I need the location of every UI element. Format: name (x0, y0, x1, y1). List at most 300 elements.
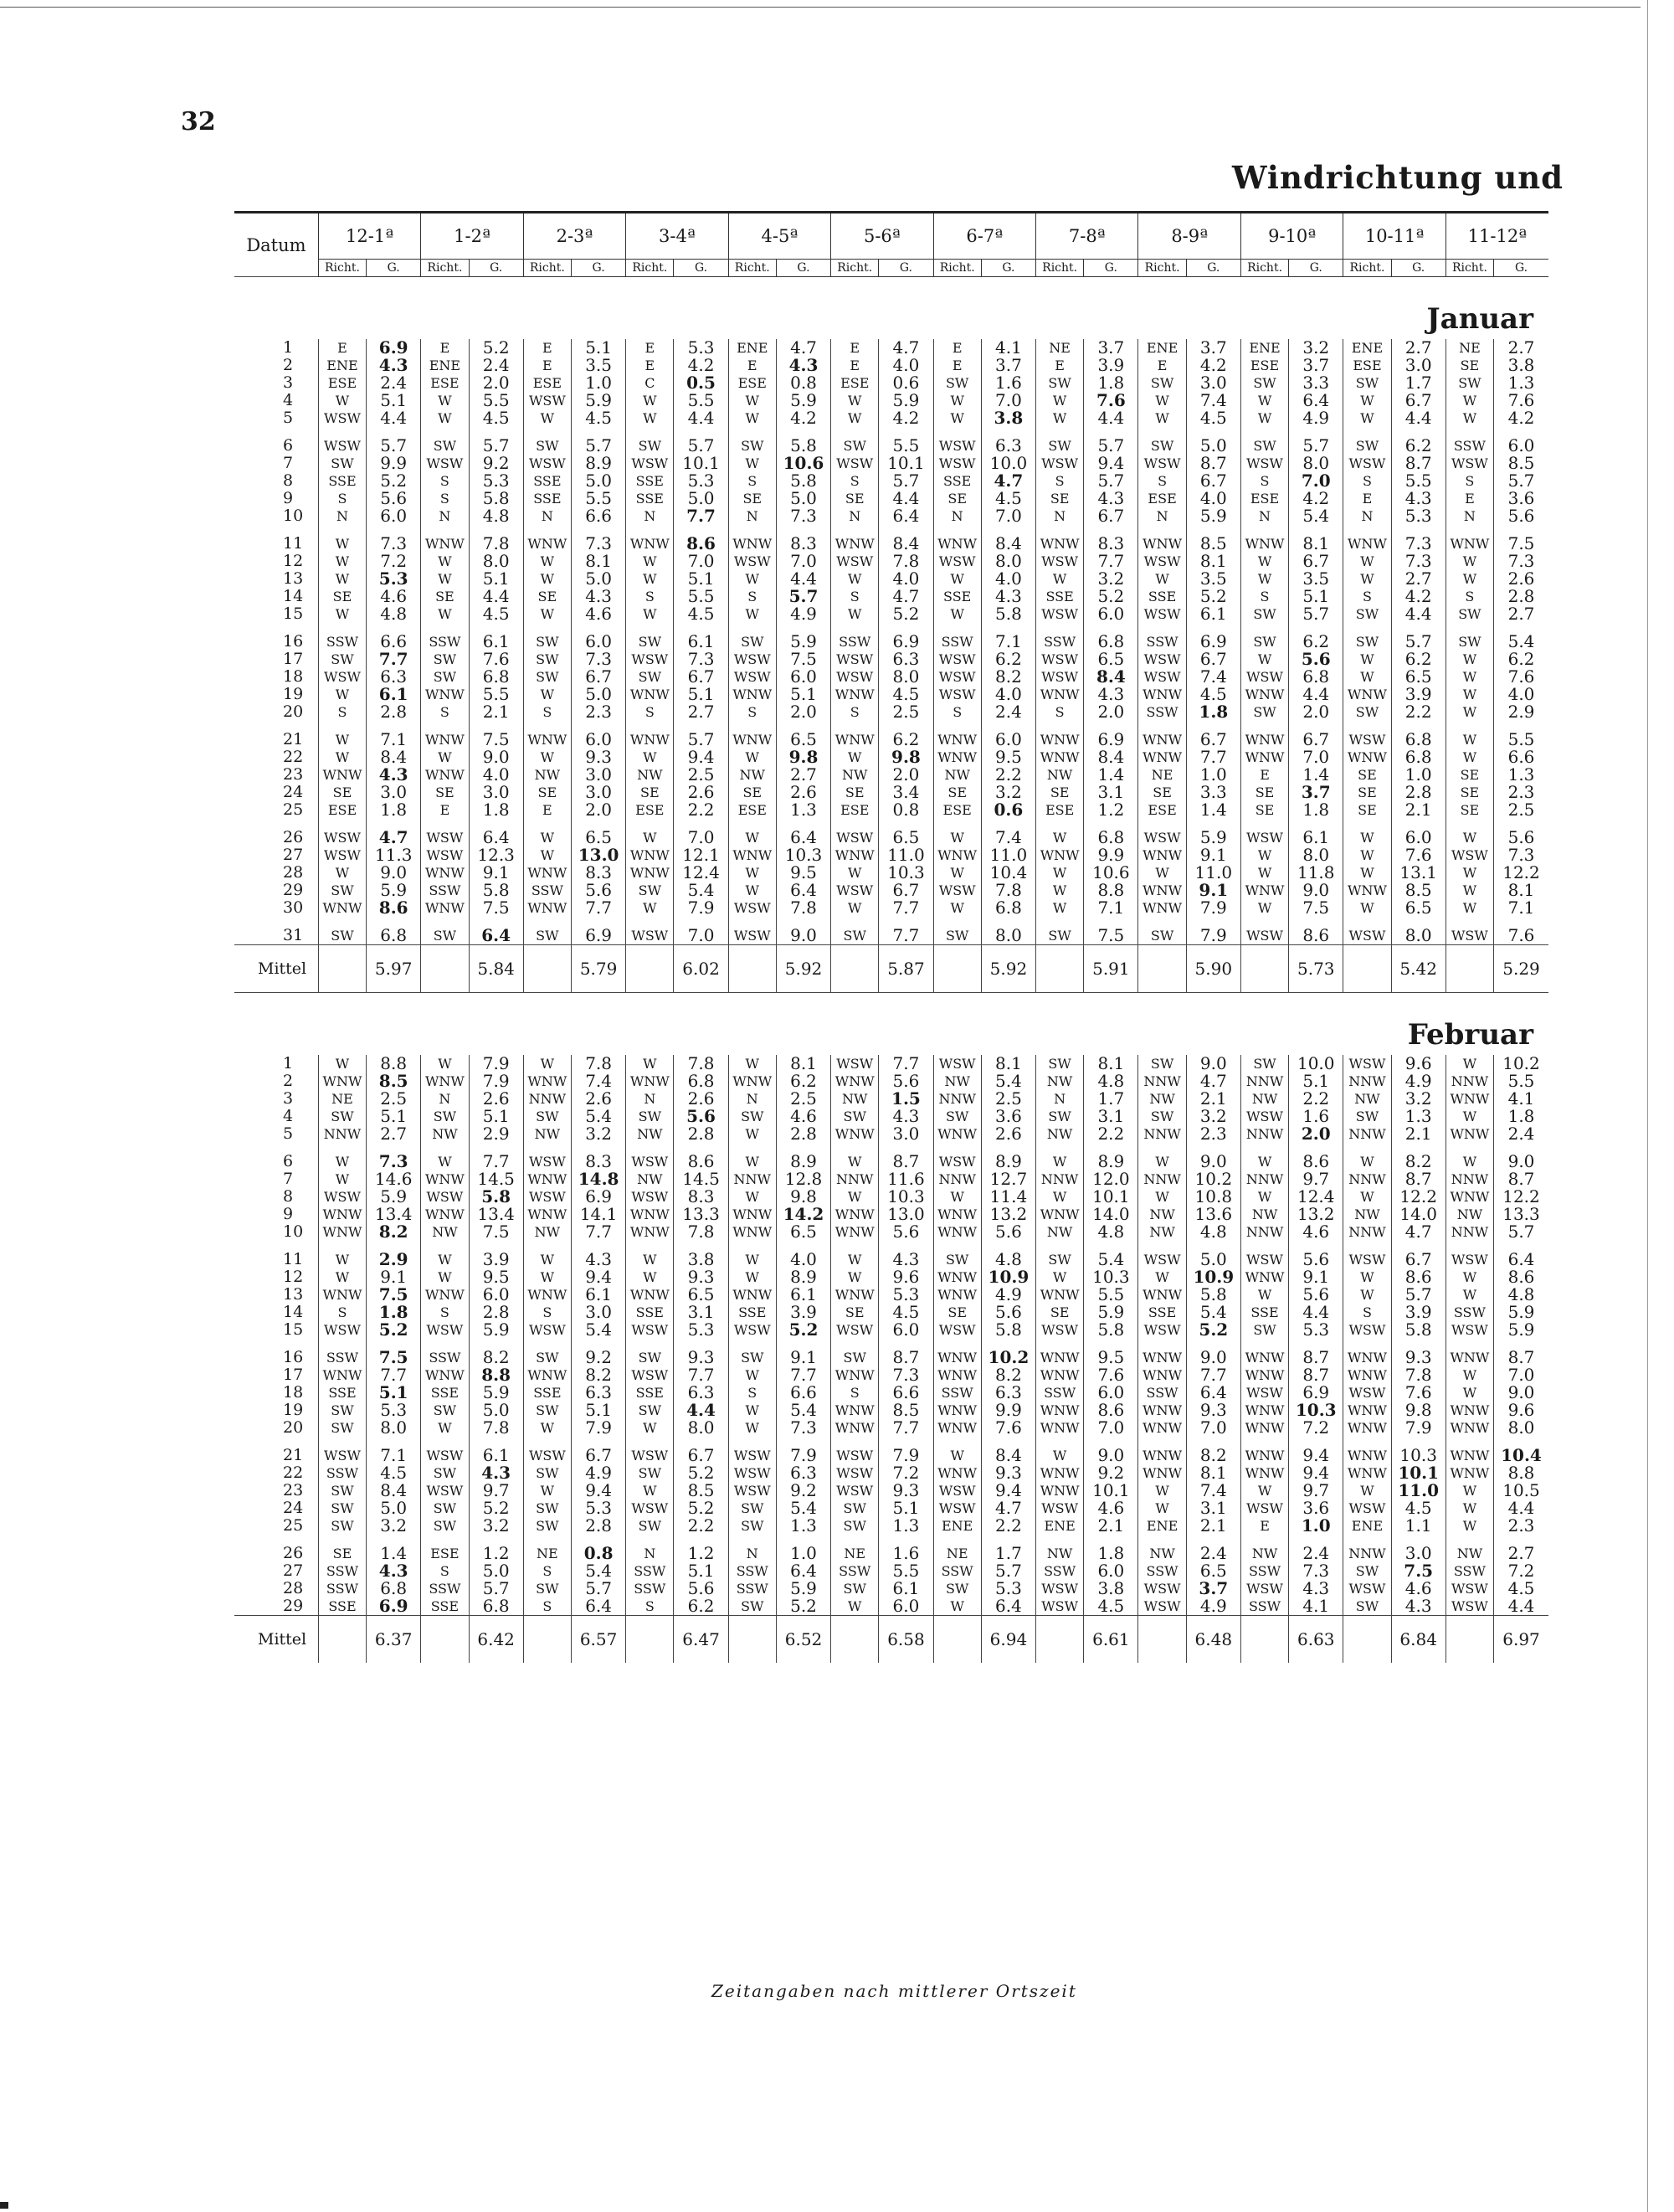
direction-cell: W (626, 1251, 674, 1268)
speed-cell: 6.5 (571, 829, 625, 846)
spacer-cell (728, 623, 776, 633)
direction-cell: SW (1445, 605, 1493, 623)
speed-cell: 5.3 (469, 472, 523, 490)
speed-cell: 8.9 (776, 1153, 830, 1170)
mittel-value: 5.87 (879, 945, 933, 993)
speed-cell: 8.5 (1391, 882, 1445, 899)
speed-cell: 10.5 (1494, 1482, 1548, 1500)
speed-cell: 8.1 (1494, 882, 1548, 899)
direction-cell: WSW (626, 927, 674, 945)
direction-cell: WSW (318, 1188, 366, 1206)
speed-cell: 3.7 (981, 357, 1035, 374)
direction-cell: W (318, 1055, 366, 1073)
speed-cell: 6.3 (879, 651, 933, 668)
speed-cell: 6.5 (776, 1223, 830, 1241)
speed-cell: 5.5 (1494, 1073, 1548, 1090)
speed-cell: 4.9 (1289, 409, 1343, 427)
direction-cell: SSW (1240, 1562, 1288, 1580)
header-hour: 6-7ª (933, 213, 1035, 260)
direction-cell: NNW (1445, 1223, 1493, 1241)
direction-cell: WSW (1343, 731, 1391, 748)
spacer-cell (626, 1143, 674, 1153)
speed-cell: 8.6 (674, 1153, 728, 1170)
table-row (234, 1464, 1548, 1482)
speed-cell: 3.3 (1289, 374, 1343, 392)
direction-cell: W (1445, 1482, 1493, 1500)
direction-cell: SSW (1036, 633, 1084, 651)
direction-cell: W (1343, 1188, 1391, 1206)
header-richt: Richt. (318, 260, 366, 277)
direction-cell: NW (1036, 1545, 1084, 1562)
direction-cell: SE (831, 490, 879, 507)
direction-cell: W (831, 864, 879, 882)
direction-cell: WNW (1445, 535, 1493, 553)
speed-cell: 7.0 (776, 553, 830, 570)
speed-cell: 3.7 (1186, 1580, 1240, 1597)
date-cell: 10 (283, 507, 304, 525)
speed-cell: 6.4 (776, 882, 830, 899)
speed-cell: 11.0 (1391, 1482, 1445, 1500)
speed-cell: 10.1 (1084, 1188, 1138, 1206)
speed-cell: 7.7 (571, 899, 625, 917)
spacer-cell (1138, 525, 1186, 535)
direction-cell: W (1445, 1268, 1493, 1286)
direction-cell: SSW (318, 1562, 366, 1580)
speed-cell: 10.2 (1186, 1170, 1240, 1188)
speed-cell: 6.6 (1494, 748, 1548, 766)
direction-cell: S (421, 703, 469, 721)
direction-cell: WSW (933, 455, 981, 472)
direction-cell: N (626, 1545, 674, 1562)
direction-cell: WNW (933, 1268, 981, 1286)
speed-cell: 6.1 (1186, 605, 1240, 623)
speed-cell: 6.6 (571, 507, 625, 525)
direction-cell: WNW (1343, 1402, 1391, 1419)
table-row (234, 784, 1548, 801)
speed-cell: 4.4 (1084, 409, 1138, 427)
direction-cell: W (728, 409, 776, 427)
spacer-cell (1240, 1241, 1288, 1251)
direction-cell: WNW (318, 1366, 366, 1384)
direction-cell: WNW (1343, 686, 1391, 703)
direction-cell: W (1138, 392, 1186, 409)
speed-cell: 1.3 (776, 801, 830, 819)
date-cell: 27 (283, 1561, 304, 1580)
spacer-cell (1138, 721, 1186, 731)
mittel-blank (1445, 945, 1493, 993)
header-hour: 3-4ª (626, 213, 728, 260)
speed-cell: 5.3 (981, 1580, 1035, 1597)
direction-cell: SW (421, 1500, 469, 1517)
speed-cell: 1.1 (1391, 1517, 1445, 1535)
speed-cell: 7.4 (571, 1073, 625, 1090)
table-row (234, 1073, 1548, 1090)
direction-cell: WNW (1240, 1349, 1288, 1366)
speed-cell: 4.4 (776, 570, 830, 588)
direction-cell: WSW (1240, 1251, 1288, 1268)
direction-cell: C (626, 374, 674, 392)
spacer-cell (831, 1143, 879, 1153)
header-hour: 12-1ª (318, 213, 420, 260)
direction-cell: WNW (728, 535, 776, 553)
direction-cell: WSW (1036, 668, 1084, 686)
direction-cell: WSW (933, 651, 981, 668)
speed-cell: 2.0 (1084, 703, 1138, 721)
speed-cell: 14.1 (571, 1206, 625, 1223)
speed-cell: 8.1 (776, 1055, 830, 1073)
month-header-row (234, 277, 1548, 340)
table-row (234, 1304, 1548, 1321)
direction-cell: WSW (318, 846, 366, 864)
speed-cell: 5.6 (1494, 829, 1548, 846)
wind-table-container (234, 211, 1548, 2011)
speed-cell: 2.2 (674, 801, 728, 819)
speed-cell: 5.4 (776, 1402, 830, 1419)
speed-cell: 4.4 (674, 1402, 728, 1419)
direction-cell: WSW (626, 651, 674, 668)
direction-cell: WNW (421, 1170, 469, 1188)
speed-cell: 9.5 (1084, 1349, 1138, 1366)
direction-cell: N (1343, 507, 1391, 525)
direction-cell: W (1240, 651, 1288, 668)
speed-cell: 9.8 (776, 748, 830, 766)
footer-caption: Zeitangaben nach mittlerer Ortszeit (711, 1981, 1077, 2001)
header-richt: Richt. (1343, 260, 1391, 277)
direction-cell: NW (626, 1125, 674, 1143)
speed-cell: 2.7 (1391, 339, 1445, 357)
spacer-cell (626, 427, 674, 437)
speed-cell: 2.5 (879, 703, 933, 721)
speed-cell: 5.8 (776, 472, 830, 490)
spacer-cell (1036, 1143, 1084, 1153)
spacer-cell (421, 721, 469, 731)
speed-cell: 4.5 (469, 605, 523, 623)
direction-cell: ESE (1240, 357, 1288, 374)
spacer-cell (831, 623, 879, 633)
speed-cell: 2.6 (674, 784, 728, 801)
direction-cell: SW (523, 1349, 571, 1366)
speed-cell: 4.8 (1084, 1223, 1138, 1241)
direction-cell: SW (626, 633, 674, 651)
speed-cell: 13.0 (571, 846, 625, 864)
direction-cell: NNW (318, 1125, 366, 1143)
direction-cell: WSW (421, 829, 469, 846)
direction-cell: E (626, 339, 674, 357)
direction-cell: WNW (933, 535, 981, 553)
speed-cell: 2.2 (1391, 703, 1445, 721)
speed-cell: 4.4 (1494, 1597, 1548, 1616)
direction-cell: W (1343, 846, 1391, 864)
speed-cell: 8.2 (981, 668, 1035, 686)
speed-cell: 9.9 (981, 1402, 1035, 1419)
speed-cell: 7.0 (981, 392, 1035, 409)
direction-cell: WSW (831, 882, 879, 899)
table-row (234, 1482, 1548, 1500)
direction-cell: W (1343, 899, 1391, 917)
speed-cell: 6.1 (367, 686, 421, 703)
spacer-cell (1343, 1339, 1391, 1349)
speed-cell: 8.2 (1186, 1447, 1240, 1464)
header-hour: 4-5ª (728, 213, 830, 260)
speed-cell: 7.0 (1289, 472, 1343, 490)
speed-cell: 8.9 (571, 455, 625, 472)
direction-cell: WNW (933, 1206, 981, 1223)
date-cell: 17 (283, 650, 304, 668)
direction-cell: W (728, 748, 776, 766)
speed-cell: 6.1 (469, 1447, 523, 1464)
mittel-value: 5.73 (1289, 945, 1343, 993)
direction-cell: SSW (1036, 1384, 1084, 1402)
speed-cell: 7.3 (1289, 1562, 1343, 1580)
direction-cell: SW (728, 1349, 776, 1366)
direction-cell: SW (1343, 633, 1391, 651)
speed-cell: 1.8 (1084, 374, 1138, 392)
speed-cell: 5.4 (571, 1108, 625, 1125)
speed-cell: 8.1 (981, 1055, 1035, 1073)
direction-cell: SSE (523, 1384, 571, 1402)
speed-cell: 7.8 (981, 882, 1035, 899)
direction-cell: WNW (1240, 535, 1288, 553)
direction-cell: SW (626, 1402, 674, 1419)
speed-cell: 0.6 (879, 374, 933, 392)
speed-cell: 9.6 (1494, 1402, 1548, 1419)
direction-cell: WNW (933, 1349, 981, 1366)
spacer-cell (626, 1535, 674, 1545)
direction-cell: S (831, 588, 879, 605)
table-row (234, 1188, 1548, 1206)
speed-cell: 5.6 (674, 1580, 728, 1597)
spacer-cell (1445, 1339, 1493, 1349)
direction-cell: NW (421, 1125, 469, 1143)
speed-cell: 5.5 (1494, 731, 1548, 748)
date-cell: 6 (283, 436, 294, 455)
table-row (234, 1055, 1548, 1073)
direction-cell: NW (421, 1223, 469, 1241)
speed-cell: 7.8 (674, 1223, 728, 1241)
direction-cell: NE (1445, 339, 1493, 357)
direction-cell: W (933, 1447, 981, 1464)
direction-cell: W (1036, 829, 1084, 846)
table-row (234, 392, 1548, 409)
direction-cell: W (626, 1419, 674, 1437)
direction-cell: W (1036, 409, 1084, 427)
speed-cell: 6.4 (1289, 392, 1343, 409)
speed-cell: 2.6 (981, 1125, 1035, 1143)
speed-cell: 8.8 (469, 1366, 523, 1384)
mittel-value: 6.48 (1186, 1616, 1240, 1664)
speed-cell: 9.4 (1289, 1447, 1343, 1464)
speed-cell: 3.3 (1186, 784, 1240, 801)
direction-cell: SSE (318, 472, 366, 490)
direction-cell: WSW (933, 686, 981, 703)
speed-cell: 9.0 (1186, 1153, 1240, 1170)
direction-cell: SW (626, 1108, 674, 1125)
direction-cell: SW (626, 1349, 674, 1366)
table-row (234, 1597, 1548, 1616)
direction-cell: SW (523, 1464, 571, 1482)
direction-cell: WNW (831, 686, 879, 703)
speed-cell: 1.2 (674, 1545, 728, 1562)
speed-cell: 7.5 (367, 1286, 421, 1304)
direction-cell: WNW (421, 1206, 469, 1223)
speed-cell: 4.0 (981, 570, 1035, 588)
direction-cell: WSW (933, 553, 981, 570)
speed-cell: 12.7 (981, 1170, 1035, 1188)
speed-cell: 5.1 (367, 1108, 421, 1125)
direction-cell: SE (318, 588, 366, 605)
direction-cell: WNW (1036, 1482, 1084, 1500)
direction-cell: WNW (933, 1223, 981, 1241)
direction-cell: W (626, 1268, 674, 1286)
speed-cell: 9.9 (367, 455, 421, 472)
direction-cell: SSW (1138, 703, 1186, 721)
direction-cell: SW (523, 1108, 571, 1125)
direction-cell: W (1343, 392, 1391, 409)
direction-cell: SSE (728, 1304, 776, 1321)
speed-cell: 12.2 (1391, 1188, 1445, 1206)
speed-cell: 7.5 (469, 731, 523, 748)
direction-cell: SSE (933, 472, 981, 490)
speed-cell: 3.2 (981, 784, 1035, 801)
table-row (234, 1321, 1548, 1339)
speed-cell: 2.7 (1494, 339, 1548, 357)
speed-cell: 3.0 (571, 766, 625, 784)
speed-cell: 2.1 (1186, 1517, 1240, 1535)
direction-cell: SE (933, 784, 981, 801)
speed-cell: 4.5 (879, 1304, 933, 1321)
mittel-value: 6.02 (674, 945, 728, 993)
group-spacer (234, 1339, 1548, 1349)
speed-cell: 7.7 (879, 927, 933, 945)
header-hour: 11-12ª (1445, 213, 1548, 260)
speed-cell: 3.0 (1391, 357, 1445, 374)
direction-cell: WSW (1138, 1321, 1186, 1339)
header-g: G. (1289, 260, 1343, 277)
speed-cell: 5.3 (1391, 507, 1445, 525)
speed-cell: 3.6 (981, 1108, 1035, 1125)
speed-cell: 5.5 (879, 437, 933, 455)
speed-cell: 2.7 (674, 703, 728, 721)
direction-cell: WNW (728, 731, 776, 748)
direction-cell: SW (1138, 1108, 1186, 1125)
speed-cell: 13.2 (1289, 1206, 1343, 1223)
speed-cell: 7.1 (367, 731, 421, 748)
direction-cell: S (728, 588, 776, 605)
speed-cell: 5.9 (469, 1321, 523, 1339)
speed-cell: 9.8 (879, 748, 933, 766)
spacer-cell (421, 427, 469, 437)
direction-cell: NW (1240, 1206, 1288, 1223)
date-cell: 6 (283, 1152, 294, 1170)
table-row (234, 588, 1548, 605)
direction-cell: SE (1343, 801, 1391, 819)
direction-cell: NW (1138, 1206, 1186, 1223)
spacer-cell (626, 721, 674, 731)
direction-cell: S (728, 703, 776, 721)
direction-cell: WNW (421, 1286, 469, 1304)
direction-cell: N (421, 507, 469, 525)
speed-cell: 5.3 (674, 1321, 728, 1339)
direction-cell: W (831, 1268, 879, 1286)
spacer-cell (728, 1535, 776, 1545)
direction-cell: NE (318, 1090, 366, 1108)
direction-cell: SW (523, 1580, 571, 1597)
direction-cell: N (831, 507, 879, 525)
direction-cell: E (1240, 766, 1288, 784)
direction-cell: NW (1036, 1073, 1084, 1090)
direction-cell: WNW (728, 846, 776, 864)
direction-cell: W (1240, 1482, 1288, 1500)
direction-cell: W (626, 409, 674, 427)
direction-cell: WSW (421, 455, 469, 472)
date-cell: 16 (283, 632, 304, 651)
direction-cell: W (523, 1268, 571, 1286)
table-row (234, 455, 1548, 472)
speed-cell: 6.8 (981, 899, 1035, 917)
direction-cell: SW (318, 1517, 366, 1535)
direction-cell: SW (728, 1108, 776, 1125)
speed-cell: 8.0 (674, 1419, 728, 1437)
speed-cell: 9.0 (1186, 1349, 1240, 1366)
speed-cell: 5.6 (981, 1223, 1035, 1241)
direction-cell: W (523, 409, 571, 427)
speed-cell: 1.8 (1289, 801, 1343, 819)
direction-cell: W (1445, 1108, 1493, 1125)
mittel-value: 5.91 (1084, 945, 1138, 993)
speed-cell: 7.7 (1186, 1366, 1240, 1384)
spacer-cell (1445, 525, 1493, 535)
direction-cell: WNW (523, 899, 571, 917)
direction-cell: SSE (1138, 1304, 1186, 1321)
speed-cell: 5.4 (571, 1562, 625, 1580)
direction-cell: W (421, 409, 469, 427)
speed-cell: 8.7 (879, 1349, 933, 1366)
speed-cell: 2.6 (1494, 570, 1548, 588)
spacer-cell (1240, 427, 1288, 437)
header-richt: Richt. (421, 260, 469, 277)
speed-cell: 0.8 (571, 1545, 625, 1562)
date-cell: 22 (283, 1464, 304, 1482)
direction-cell: WNW (1036, 731, 1084, 748)
speed-cell: 6.9 (1084, 731, 1138, 748)
speed-cell: 6.2 (879, 731, 933, 748)
speed-cell: 2.1 (1391, 801, 1445, 819)
direction-cell: S (523, 1304, 571, 1321)
direction-cell: WNW (1036, 1419, 1084, 1437)
direction-cell: SW (1343, 437, 1391, 455)
speed-cell: 2.4 (1186, 1545, 1240, 1562)
speed-cell: 3.0 (879, 1125, 933, 1143)
mittel-blank (933, 1616, 981, 1664)
direction-cell: N (728, 1090, 776, 1108)
date-cell: 20 (283, 702, 304, 721)
direction-cell: ENE (1343, 339, 1391, 357)
table-row (234, 570, 1548, 588)
speed-cell: 8.0 (1289, 846, 1343, 864)
speed-cell: 3.1 (1084, 784, 1138, 801)
speed-cell: 7.6 (1494, 927, 1548, 945)
speed-cell: 4.8 (1494, 1286, 1548, 1304)
speed-cell: 6.6 (879, 1384, 933, 1402)
speed-cell: 6.5 (1084, 651, 1138, 668)
direction-cell: SW (728, 633, 776, 651)
spacer-cell (1343, 1535, 1391, 1545)
date-cell: 25 (283, 1516, 304, 1535)
speed-cell: 3.9 (1084, 357, 1138, 374)
speed-cell: 7.0 (1289, 748, 1343, 766)
speed-cell: 8.7 (1289, 1349, 1343, 1366)
direction-cell: W (728, 1125, 776, 1143)
